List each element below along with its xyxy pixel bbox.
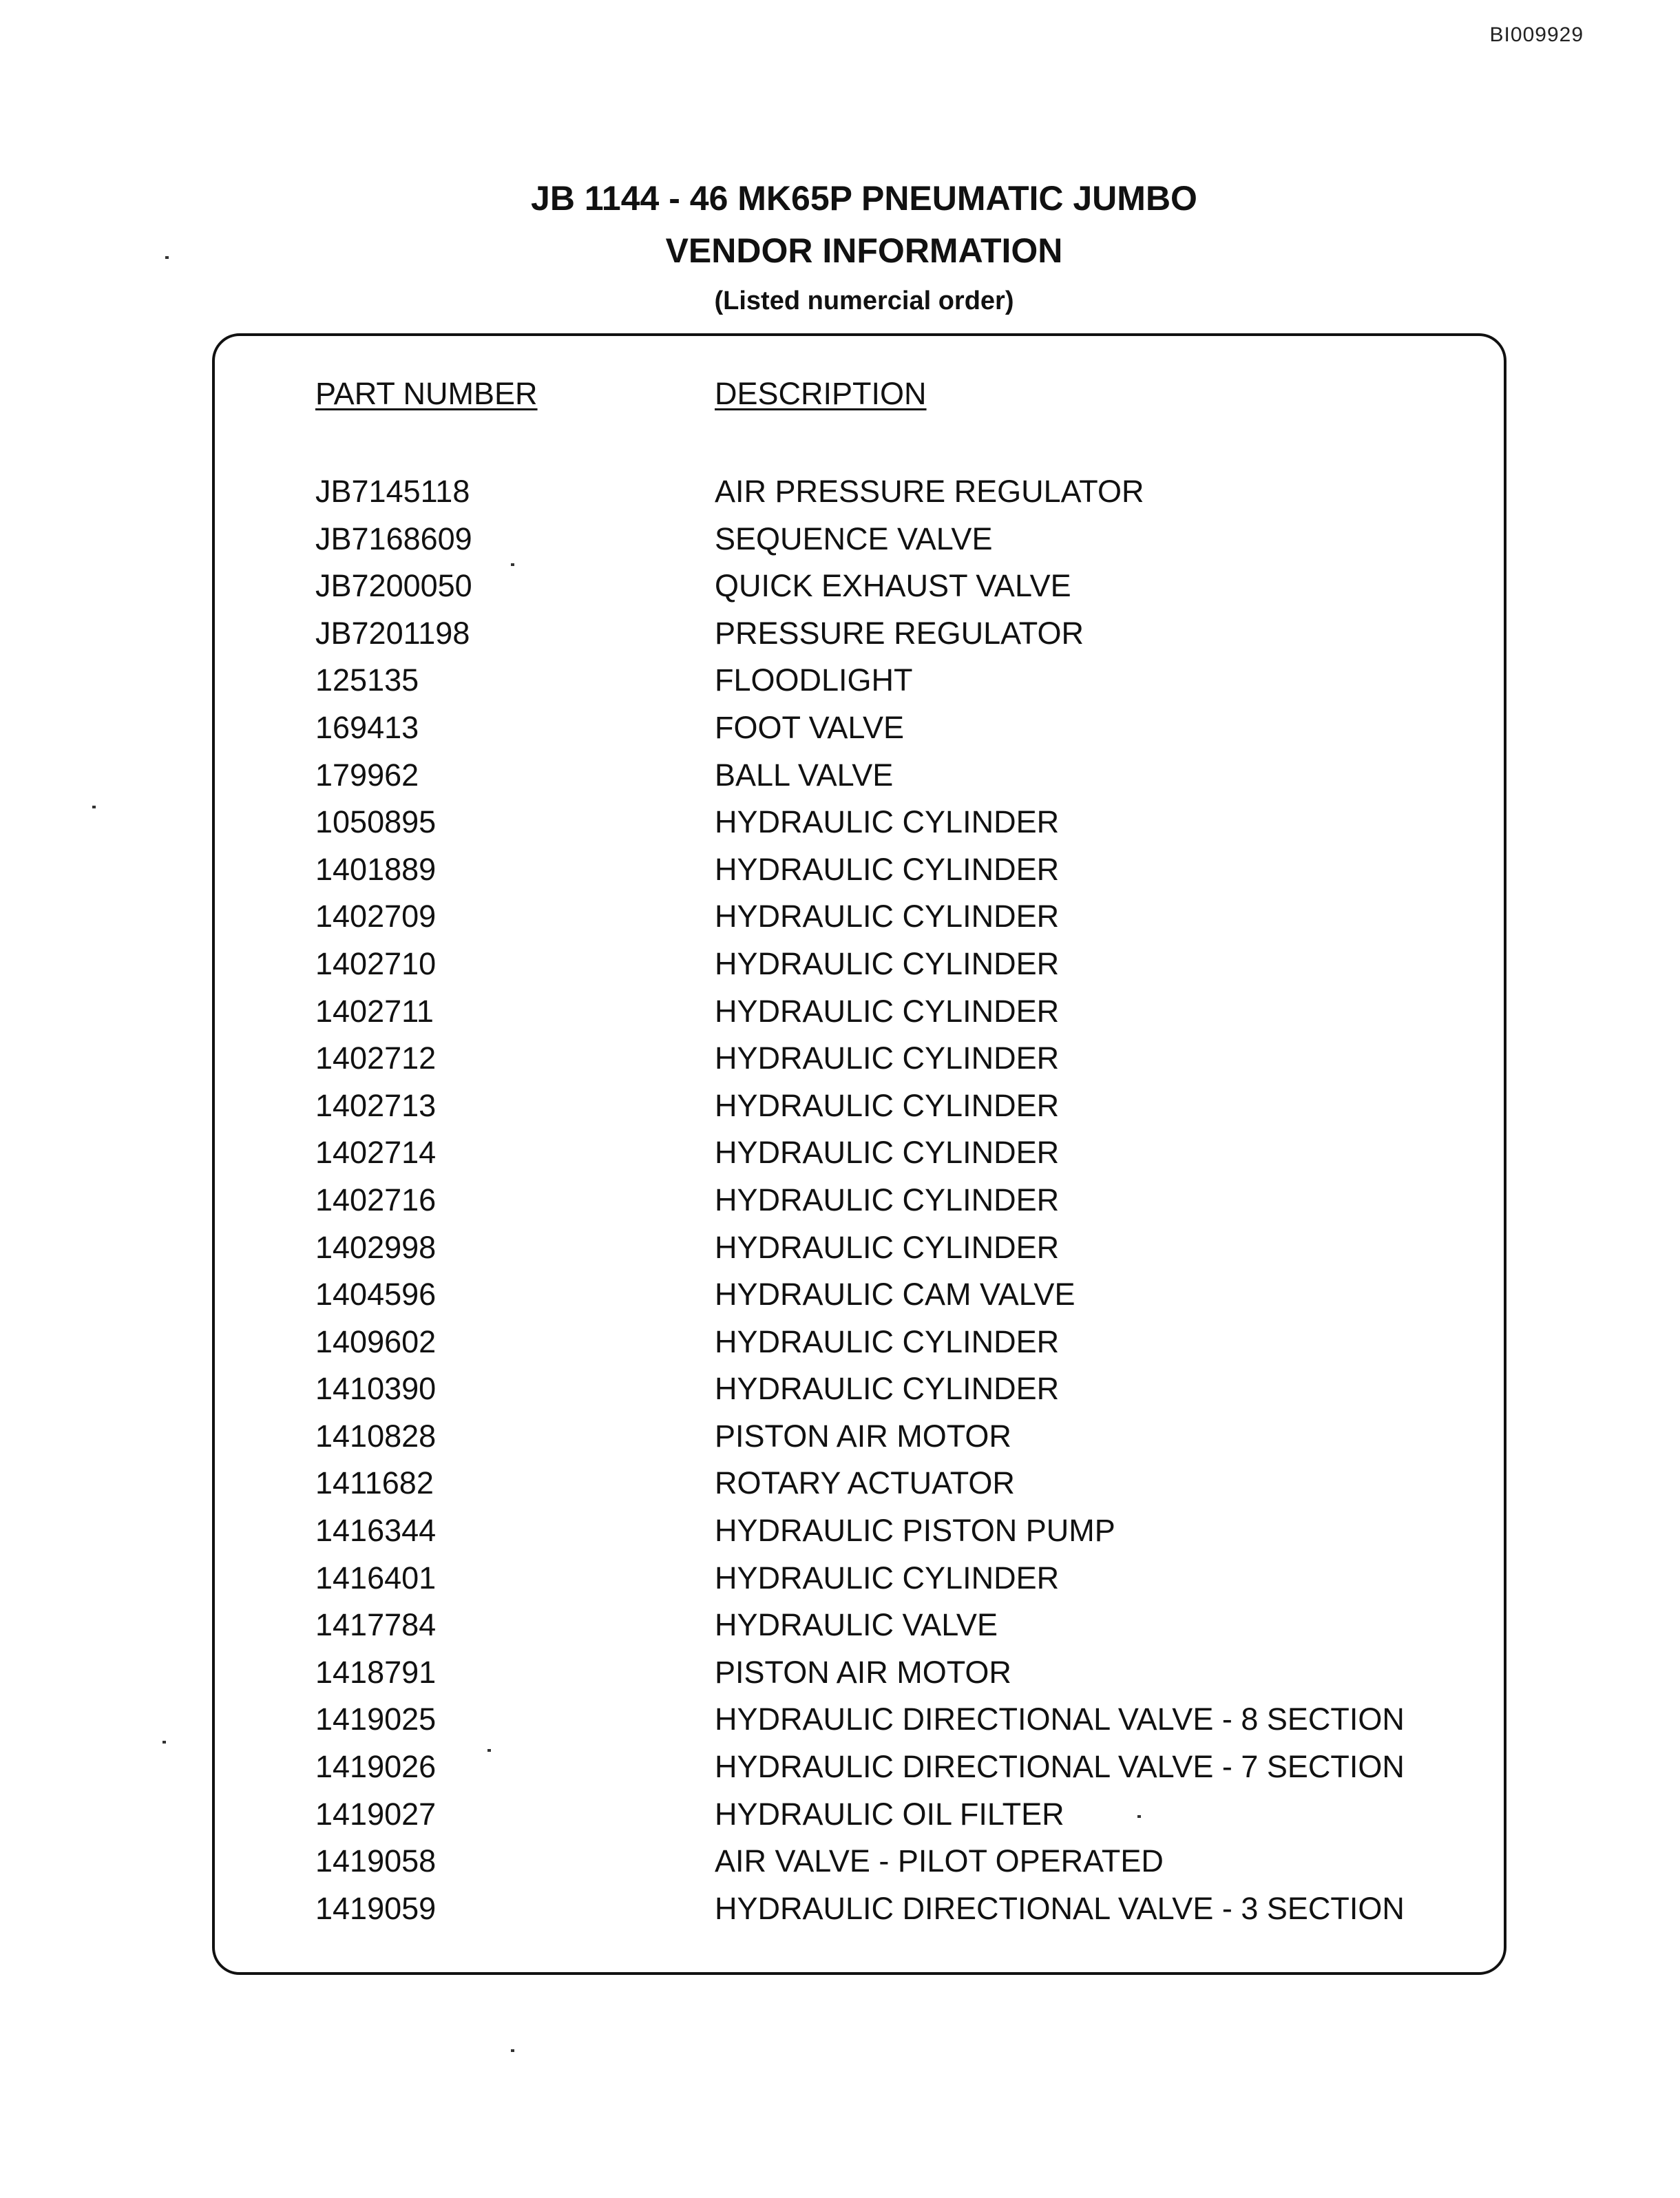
part-number-cell: JB7145118 (315, 474, 470, 509)
table-row (315, 992, 1486, 1040)
description-cell: HYDRAULIC PISTON PUMP (715, 1513, 1115, 1549)
document-subtitle: VENDOR INFORMATION (665, 231, 1063, 270)
description-cell: HYDRAULIC OIL FILTER (715, 1796, 1064, 1832)
table-row (315, 756, 1486, 804)
table-row (315, 1133, 1486, 1181)
part-number-cell: 1410828 (315, 1418, 437, 1454)
table-row (315, 1464, 1486, 1511)
table-row (315, 661, 1486, 709)
table-header-row (315, 376, 1486, 417)
scan-speck (511, 563, 514, 566)
part-number-cell: 1419025 (315, 1702, 437, 1737)
table-row (315, 1653, 1486, 1701)
description-cell: AIR PRESSURE REGULATOR (715, 474, 1144, 509)
description-cell: HYDRAULIC CYLINDER (715, 1560, 1060, 1595)
table-row (315, 520, 1486, 567)
part-number-cell: 1409602 (315, 1323, 437, 1359)
table-row (315, 945, 1486, 992)
description-cell: HYDRAULIC CYLINDER (715, 1135, 1060, 1171)
part-number-cell: 179962 (315, 757, 419, 793)
part-number-cell: 1402716 (315, 1182, 437, 1217)
table-row (315, 1606, 1486, 1653)
part-number-cell: 1402712 (315, 1040, 437, 1076)
description-cell: AIR VALVE - PILOT OPERATED (715, 1843, 1164, 1879)
table-row (315, 803, 1486, 850)
table-row (315, 1511, 1486, 1559)
part-number-cell: 1416401 (315, 1560, 437, 1595)
description-cell: HYDRAULIC CAM VALVE (715, 1277, 1075, 1312)
part-number-cell: 1411682 (315, 1465, 434, 1501)
part-number-cell: 1402711 (315, 993, 434, 1029)
scan-speck (92, 806, 96, 808)
table-row (315, 472, 1486, 520)
part-number-cell: 1419026 (315, 1749, 437, 1785)
scan-speck (1137, 1815, 1141, 1818)
table-row (315, 1748, 1486, 1795)
description-cell: HYDRAULIC DIRECTIONAL VALVE - 7 SECTION (715, 1749, 1405, 1785)
document-id: BI009929 (1489, 23, 1584, 46)
part-number-cell: 1410390 (315, 1371, 437, 1407)
description-cell: HYDRAULIC CYLINDER (715, 1323, 1060, 1359)
description-cell: ROTARY ACTUATOR (715, 1465, 1015, 1501)
description-cell: HYDRAULIC CYLINDER (715, 899, 1060, 934)
description-cell: HYDRAULIC CYLINDER (715, 993, 1060, 1029)
table-row (315, 897, 1486, 945)
part-number-cell: 1404596 (315, 1277, 437, 1312)
description-cell: HYDRAULIC CYLINDER (715, 1229, 1060, 1265)
table-row (315, 850, 1486, 898)
table-row (315, 709, 1486, 756)
part-number-cell: 1416344 (315, 1513, 437, 1549)
table-row (315, 1890, 1486, 1937)
description-cell: HYDRAULIC VALVE (715, 1607, 998, 1643)
part-number-cell: JB7201198 (315, 615, 470, 651)
part-number-cell: 1402710 (315, 945, 437, 981)
description-cell: HYDRAULIC CYLINDER (715, 1371, 1060, 1407)
description-cell: HYDRAULIC DIRECTIONAL VALVE - 3 SECTION (715, 1890, 1405, 1926)
description-cell: HYDRAULIC DIRECTIONAL VALVE - 8 SECTION (715, 1702, 1405, 1737)
table-row (315, 614, 1486, 662)
description-cell: FLOODLIGHT (715, 662, 913, 698)
table-row (315, 1842, 1486, 1890)
part-number-cell: 1417784 (315, 1607, 437, 1643)
description-header: DESCRIPTION (715, 376, 927, 411)
description-cell: HYDRAULIC CYLINDER (715, 1087, 1060, 1123)
part-number-cell: 125135 (315, 662, 419, 698)
description-cell: PISTON AIR MOTOR (715, 1418, 1011, 1454)
description-cell: BALL VALVE (715, 757, 894, 793)
table-row (315, 1228, 1486, 1276)
description-cell: PISTON AIR MOTOR (715, 1654, 1011, 1690)
table-row (315, 1370, 1486, 1417)
scan-speck (162, 1741, 166, 1744)
table-row (315, 1039, 1486, 1087)
part-number-cell: 1402998 (315, 1229, 437, 1265)
table-row (315, 1323, 1486, 1370)
parts-table-body (315, 472, 1486, 1936)
part-number-header: PART NUMBER (315, 376, 538, 411)
description-cell: HYDRAULIC CYLINDER (715, 851, 1060, 887)
part-number-cell: 169413 (315, 709, 419, 745)
table-row (315, 1700, 1486, 1748)
part-number-cell: 1050895 (315, 804, 437, 840)
table-row (315, 1275, 1486, 1323)
document-title: JB 1144 - 46 MK65P PNEUMATIC JUMBO (531, 179, 1197, 218)
description-cell: PRESSURE REGULATOR (715, 615, 1084, 651)
table-row (315, 1181, 1486, 1228)
part-number-cell: 1402709 (315, 899, 437, 934)
table-row (315, 1087, 1486, 1134)
part-number-cell: 1418791 (315, 1654, 437, 1690)
part-number-cell: JB7200050 (315, 568, 472, 604)
description-cell: HYDRAULIC CYLINDER (715, 945, 1060, 981)
part-number-cell: 1419058 (315, 1843, 437, 1879)
description-cell: HYDRAULIC CYLINDER (715, 1040, 1060, 1076)
scan-speck (165, 256, 169, 259)
part-number-cell: 1402714 (315, 1135, 437, 1171)
description-cell: QUICK EXHAUST VALVE (715, 568, 1071, 604)
scan-speck (487, 1749, 491, 1752)
description-cell: SEQUENCE VALVE (715, 521, 993, 556)
table-row (315, 567, 1486, 614)
description-cell: FOOT VALVE (715, 709, 905, 745)
description-cell: HYDRAULIC CYLINDER (715, 804, 1060, 840)
part-number-cell: 1419027 (315, 1796, 437, 1832)
part-number-cell: JB7168609 (315, 521, 472, 556)
part-number-cell: 1401889 (315, 851, 437, 887)
part-number-cell: 1419059 (315, 1890, 437, 1926)
title-block (0, 172, 1680, 325)
table-row (315, 1417, 1486, 1465)
description-cell: HYDRAULIC CYLINDER (715, 1182, 1060, 1217)
part-number-cell: 1402713 (315, 1087, 437, 1123)
table-row (315, 1795, 1486, 1843)
scan-speck (511, 2049, 514, 2052)
table-row (315, 1559, 1486, 1606)
document-note: (Listed numercial order) (714, 286, 1014, 315)
